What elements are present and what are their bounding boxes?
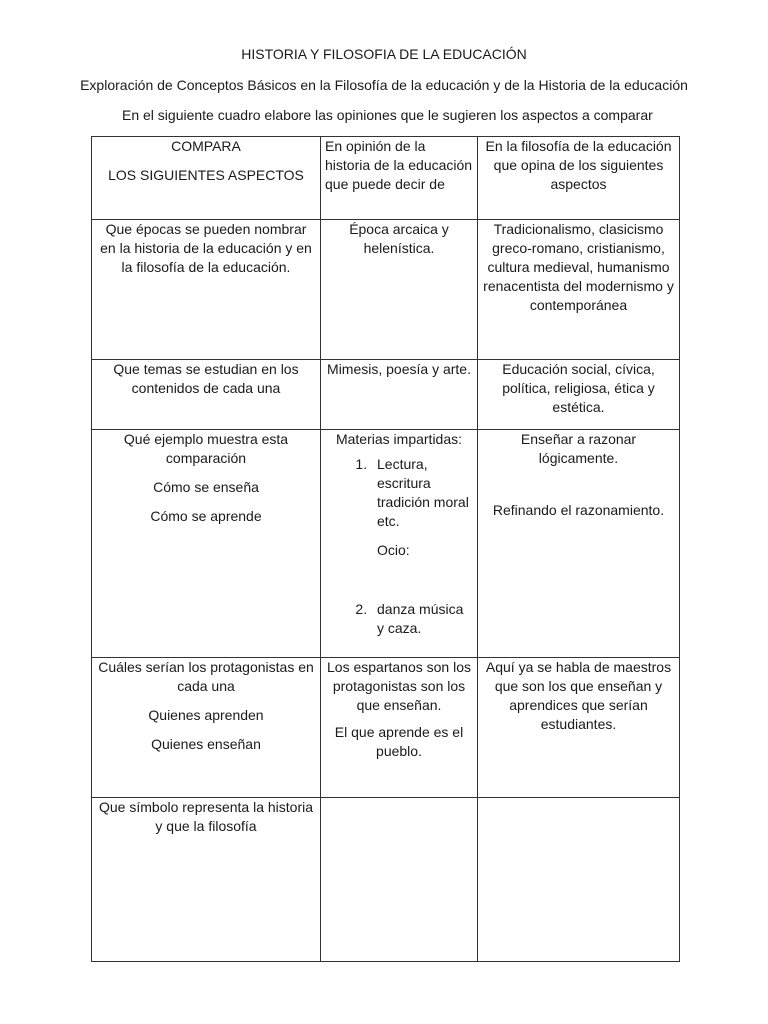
- header-cell-historia: En opinión de la historia de la educación que puede decir de: [321, 137, 478, 220]
- row2-aspect: Que temas se estudian en los contenidos de cada una: [92, 360, 321, 430]
- row3-historia-item1: Lectura, escritura tradición moral etc.: [377, 456, 469, 529]
- header-aspectos: LOS SIGUIENTES ASPECTOS: [108, 167, 304, 183]
- header-cell-aspects: [92, 137, 321, 220]
- table-header-row: [92, 137, 680, 220]
- row3-filosofia-line1: Enseñar a razonar lógicamente.: [520, 431, 637, 466]
- document-title: HISTORIA Y FILOSOFIA DE LA EDUCACIÓN: [241, 46, 527, 62]
- row4-historia-line2: El que aprende es el pueblo.: [334, 724, 464, 759]
- comparison-table: [91, 136, 680, 962]
- row3-aspect-ensena: Cómo se enseña: [153, 479, 259, 495]
- table-row: [92, 430, 680, 658]
- document-subtitle: Exploración de Conceptos Básicos en la Filosofía de la educación y de la Historia de la educación: [80, 77, 688, 93]
- row4-aspect-question: Cuáles serían los protagonistas en cada una: [98, 659, 314, 694]
- table-row: [92, 658, 680, 798]
- header-compara: COMPARA: [171, 138, 241, 154]
- row1-filosofia: Tradicionalismo, clasicismo greco-romano, cristianismo, cultura medieval, humanismo renacentista del modernismo y contemporánea: [478, 220, 680, 360]
- list-item: [371, 455, 473, 560]
- row1-aspect: Que épocas se pueden nombrar en la historia de la educación y en la filosofía de la educación.: [92, 220, 321, 360]
- row2-historia: Mimesis, poesía y arte.: [321, 360, 478, 430]
- row3-filosofia: [478, 430, 680, 658]
- row3-historia-intro: Materias impartidas:: [335, 431, 463, 447]
- row4-historia-line1: Los espartanos son los protagonistas son los que enseñan.: [327, 659, 471, 713]
- row1-historia: Época arcaica y helenística.: [321, 220, 478, 360]
- table-row: [92, 360, 680, 430]
- row4-historia: [321, 658, 478, 798]
- row3-historia-item2: danza música y caza.: [377, 601, 464, 636]
- row3-filosofia-line2: Refinando el razonamiento.: [492, 502, 665, 518]
- row5-filosofia: [478, 798, 680, 962]
- row4-aspect-ensenan: Quienes enseñan: [151, 736, 261, 752]
- row2-filosofia: Educación social, cívica, política, religiosa, ética y estética.: [478, 360, 680, 430]
- materias-list: [325, 455, 473, 638]
- row5-historia: [321, 798, 478, 962]
- list-item: [371, 600, 473, 638]
- table-row: [92, 798, 680, 962]
- row3-historia: [321, 430, 478, 658]
- header-cell-filosofia: En la filosofía de la educación que opina de los siguientes aspectos: [478, 137, 680, 220]
- table-row: [92, 220, 680, 360]
- row4-aspect: [92, 658, 321, 798]
- document-instruction: En el siguiente cuadro elabore las opiniones que le sugieren los aspectos a comparar: [122, 107, 653, 123]
- row5-aspect: Que símbolo representa la historia y que la filosofía: [92, 798, 321, 962]
- row3-historia-ocio: Ocio:: [377, 542, 410, 558]
- row3-aspect: [92, 430, 321, 658]
- row3-aspect-aprende: Cómo se aprende: [150, 508, 262, 524]
- row3-aspect-question: Qué ejemplo muestra esta comparación: [123, 431, 289, 466]
- row4-aspect-aprenden: Quienes aprenden: [148, 707, 264, 723]
- row4-filosofia: Aquí ya se habla de maestros que son los que enseñan y aprendices que serían estudiantes.: [478, 658, 680, 798]
